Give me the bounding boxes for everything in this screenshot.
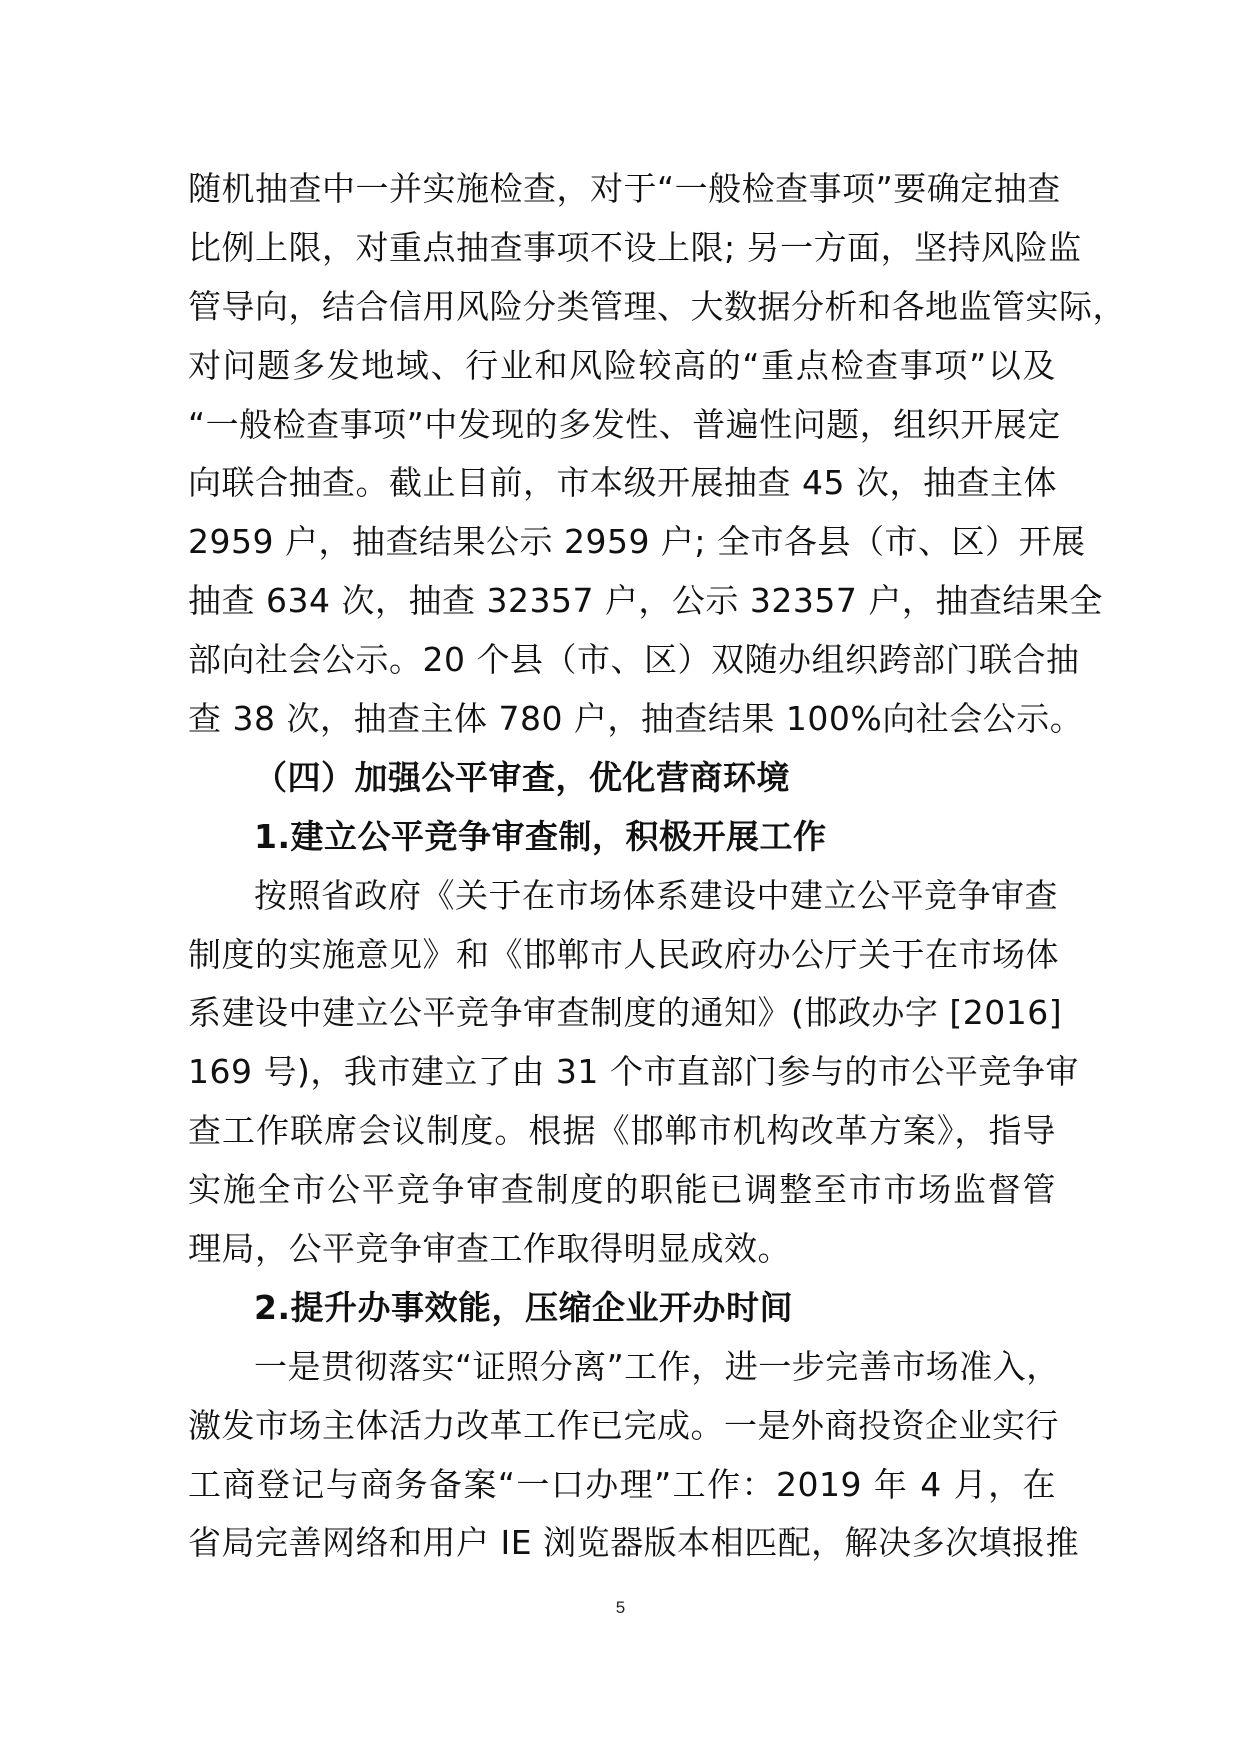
text-line: 抽查 634 次，抽查 32357 户，公示 32357 户，抽查结果全 (188, 581, 1103, 621)
text-line: 查 38 次，抽查主体 780 户，抽查结果 100%向社会公示。 (188, 699, 1084, 739)
page-number: 5 (615, 1598, 626, 1617)
text-line: “一般检查事项”中发现的多发性、普遍性问题，组织开展定 (188, 404, 1061, 444)
text-line: 一是贯彻落实“证照分离”工作，进一步完善市场准入， (254, 1346, 1060, 1386)
text-line: 激发市场主体活力改革工作已完成。一是外商投资企业实行 (188, 1405, 1059, 1445)
text-line: 随机抽查中一并实施检查，对于“一般检查事项”要确定抽查 (188, 169, 1061, 208)
subsection-heading: 1.建立公平竞争审查制，积极开展工作 (254, 816, 827, 856)
text-line: 比例上限，对重点抽查事项不设上限; 另一方面，坚持风险监 (188, 227, 1082, 267)
body-text (188, 160, 1126, 1573)
subsection-heading: 2.提升办事效能，压缩企业开办时间 (254, 1287, 793, 1327)
text-line: 按照省政府《关于在市场体系建设中建立公平竞争审查 (254, 875, 1058, 915)
text-line: 向联合抽查。截止目前，市本级开展抽查 45 次，抽查主体 (188, 463, 1057, 503)
text-line: 对问题多发地域、行业和风险较高的“重点检查事项”以及 (188, 345, 1056, 385)
text-line: 169 号)，我市建立了由 31 个市直部门参与的市公平竞争审 (188, 1052, 1079, 1092)
text-line: 2959 户，抽查结果公示 2959 户; 全市各县（市、区）开展 (188, 522, 1086, 562)
text-line: 部向社会公示。20 个县（市、区）双随办组织跨部门联合抽 (188, 640, 1080, 680)
text-line: 查工作联席会议制度。根据《邯郸市机构改革方案》，指导 (188, 1111, 1056, 1151)
text-line: 理局，公平竞争审查工作取得明显成效。 (188, 1229, 791, 1269)
text-line: 系建设中建立公平竞争审查制度的通知》(邯政办字 [2016] (188, 993, 1063, 1033)
text-line: 管导向，结合信用风险分类管理、大数据分析和各地监管实际， (188, 286, 1126, 326)
text-line: 省局完善网络和用户 IE 浏览器版本相匹配，解决多次填报推 (188, 1523, 1080, 1563)
section-heading: （四）加强公平审查，优化营商环境 (254, 757, 790, 797)
text-line: 工商登记与商务备案“一口办理”工作：2019 年 4 月，在 (188, 1464, 1056, 1504)
text-line: 制度的实施意见》和《邯郸市人民政府办公厅关于在市场体 (188, 934, 1059, 974)
text-line: 实施全市公平竞争审查制度的职能已调整至市市场监督管 (188, 1170, 1056, 1210)
